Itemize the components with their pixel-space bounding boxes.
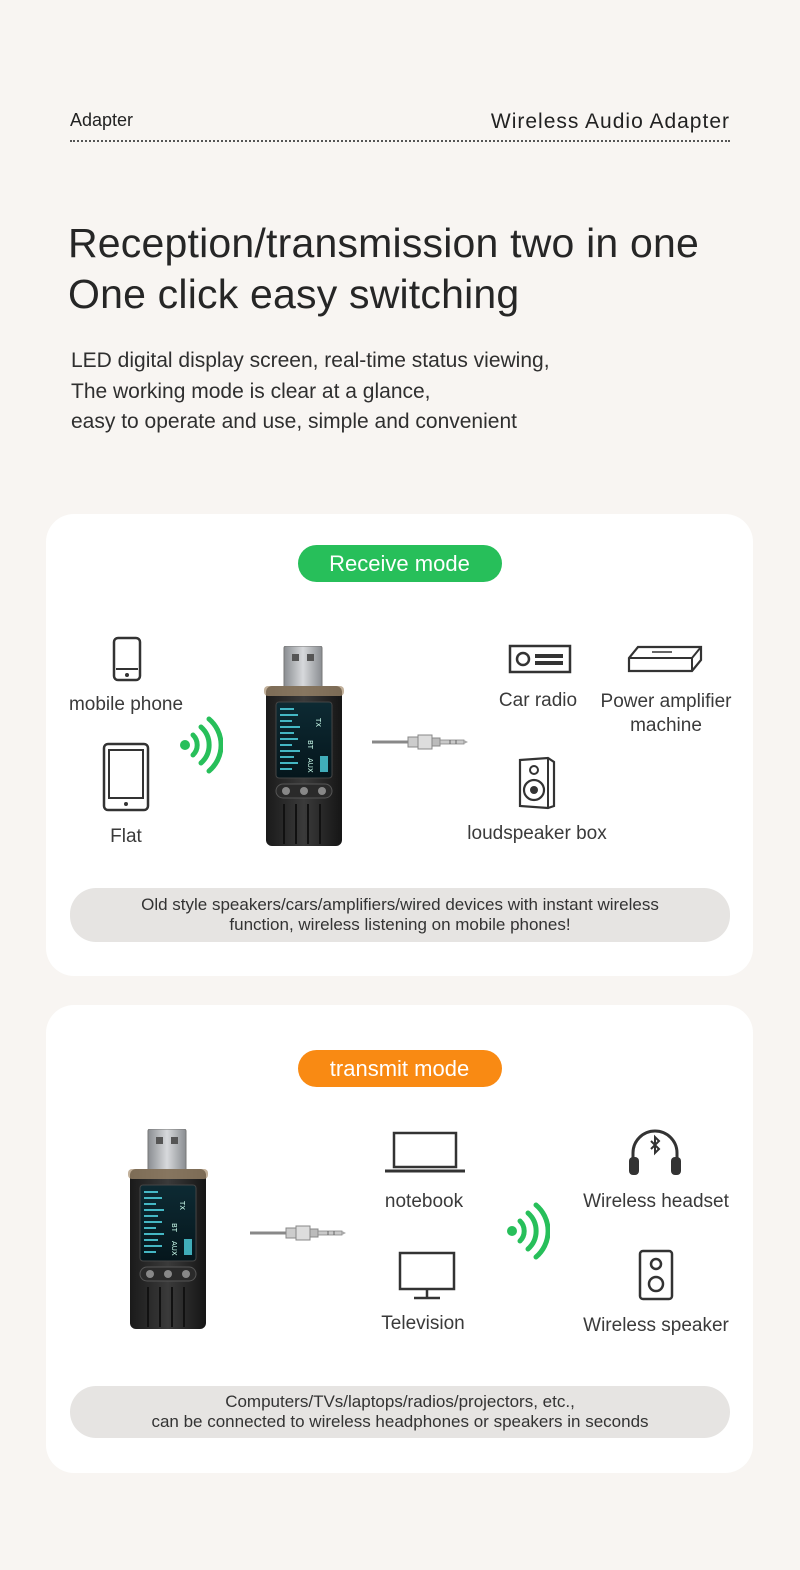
wifi-signal-icon bbox=[179, 715, 223, 775]
power-amplifier-line1: Power amplifier bbox=[600, 691, 732, 712]
headline bbox=[68, 218, 699, 320]
headline-line1: Reception/transmission two in one bbox=[68, 220, 700, 266]
headline-line2: One click easy switching bbox=[68, 271, 520, 317]
transmit-note-line2: can be connected to wireless headphones or speakers in seconds bbox=[151, 1412, 649, 1431]
header-left-label: Adapter bbox=[70, 110, 134, 130]
television-label: Television bbox=[381, 1313, 465, 1334]
usb-adapter-image bbox=[128, 1129, 208, 1329]
receive-mode-card bbox=[46, 514, 753, 976]
aux-cable-image bbox=[250, 1223, 346, 1243]
power-amplifier-line2: machine bbox=[630, 715, 702, 736]
description bbox=[71, 346, 550, 438]
aux-cable-image bbox=[372, 732, 468, 752]
speaker-icon bbox=[638, 1249, 674, 1301]
notebook-label: notebook bbox=[384, 1191, 464, 1212]
wireless-speaker-label: Wireless speaker bbox=[583, 1315, 729, 1336]
usb-adapter-image bbox=[264, 646, 344, 846]
bluetooth-headset-icon bbox=[627, 1127, 683, 1177]
header-bar bbox=[70, 110, 730, 142]
flat-label: Flat bbox=[110, 826, 142, 847]
description-line2: The working mode is clear at a glance, bbox=[71, 379, 431, 403]
loudspeaker-box-label: loudspeaker box bbox=[467, 823, 607, 844]
amplifier-icon bbox=[626, 644, 704, 674]
wireless-headset-label: Wireless headset bbox=[583, 1191, 729, 1212]
tablet-icon bbox=[102, 742, 150, 812]
receive-note-line2: function, wireless listening on mobile phones! bbox=[229, 915, 571, 934]
description-line1: LED digital display screen, real-time status viewing, bbox=[71, 349, 550, 372]
car-radio-label: Car radio bbox=[498, 690, 578, 711]
header-right-label: Wireless Audio Adapter bbox=[490, 110, 730, 133]
speaker-box-icon bbox=[516, 756, 558, 810]
television-icon bbox=[398, 1251, 456, 1301]
transmit-note-line1: Computers/TVs/laptops/radios/projectors, etc., bbox=[225, 1392, 575, 1411]
laptop-icon bbox=[384, 1131, 466, 1175]
transmit-note bbox=[70, 1386, 730, 1438]
power-amplifier-label bbox=[586, 690, 746, 738]
transmit-mode-card bbox=[46, 1005, 753, 1473]
receive-note-line1: Old style speakers/cars/amplifiers/wired devices with instant wireless bbox=[141, 895, 659, 914]
phone-icon bbox=[112, 636, 142, 682]
wifi-signal-icon bbox=[506, 1201, 550, 1261]
receive-note bbox=[70, 888, 730, 942]
mobile-phone-label: mobile phone bbox=[68, 694, 184, 715]
car-radio-icon bbox=[508, 644, 572, 674]
transmit-mode-pill: transmit mode bbox=[298, 1050, 502, 1087]
description-line3: easy to operate and use, simple and convenient bbox=[71, 410, 517, 433]
receive-mode-pill: Receive mode bbox=[298, 545, 502, 582]
